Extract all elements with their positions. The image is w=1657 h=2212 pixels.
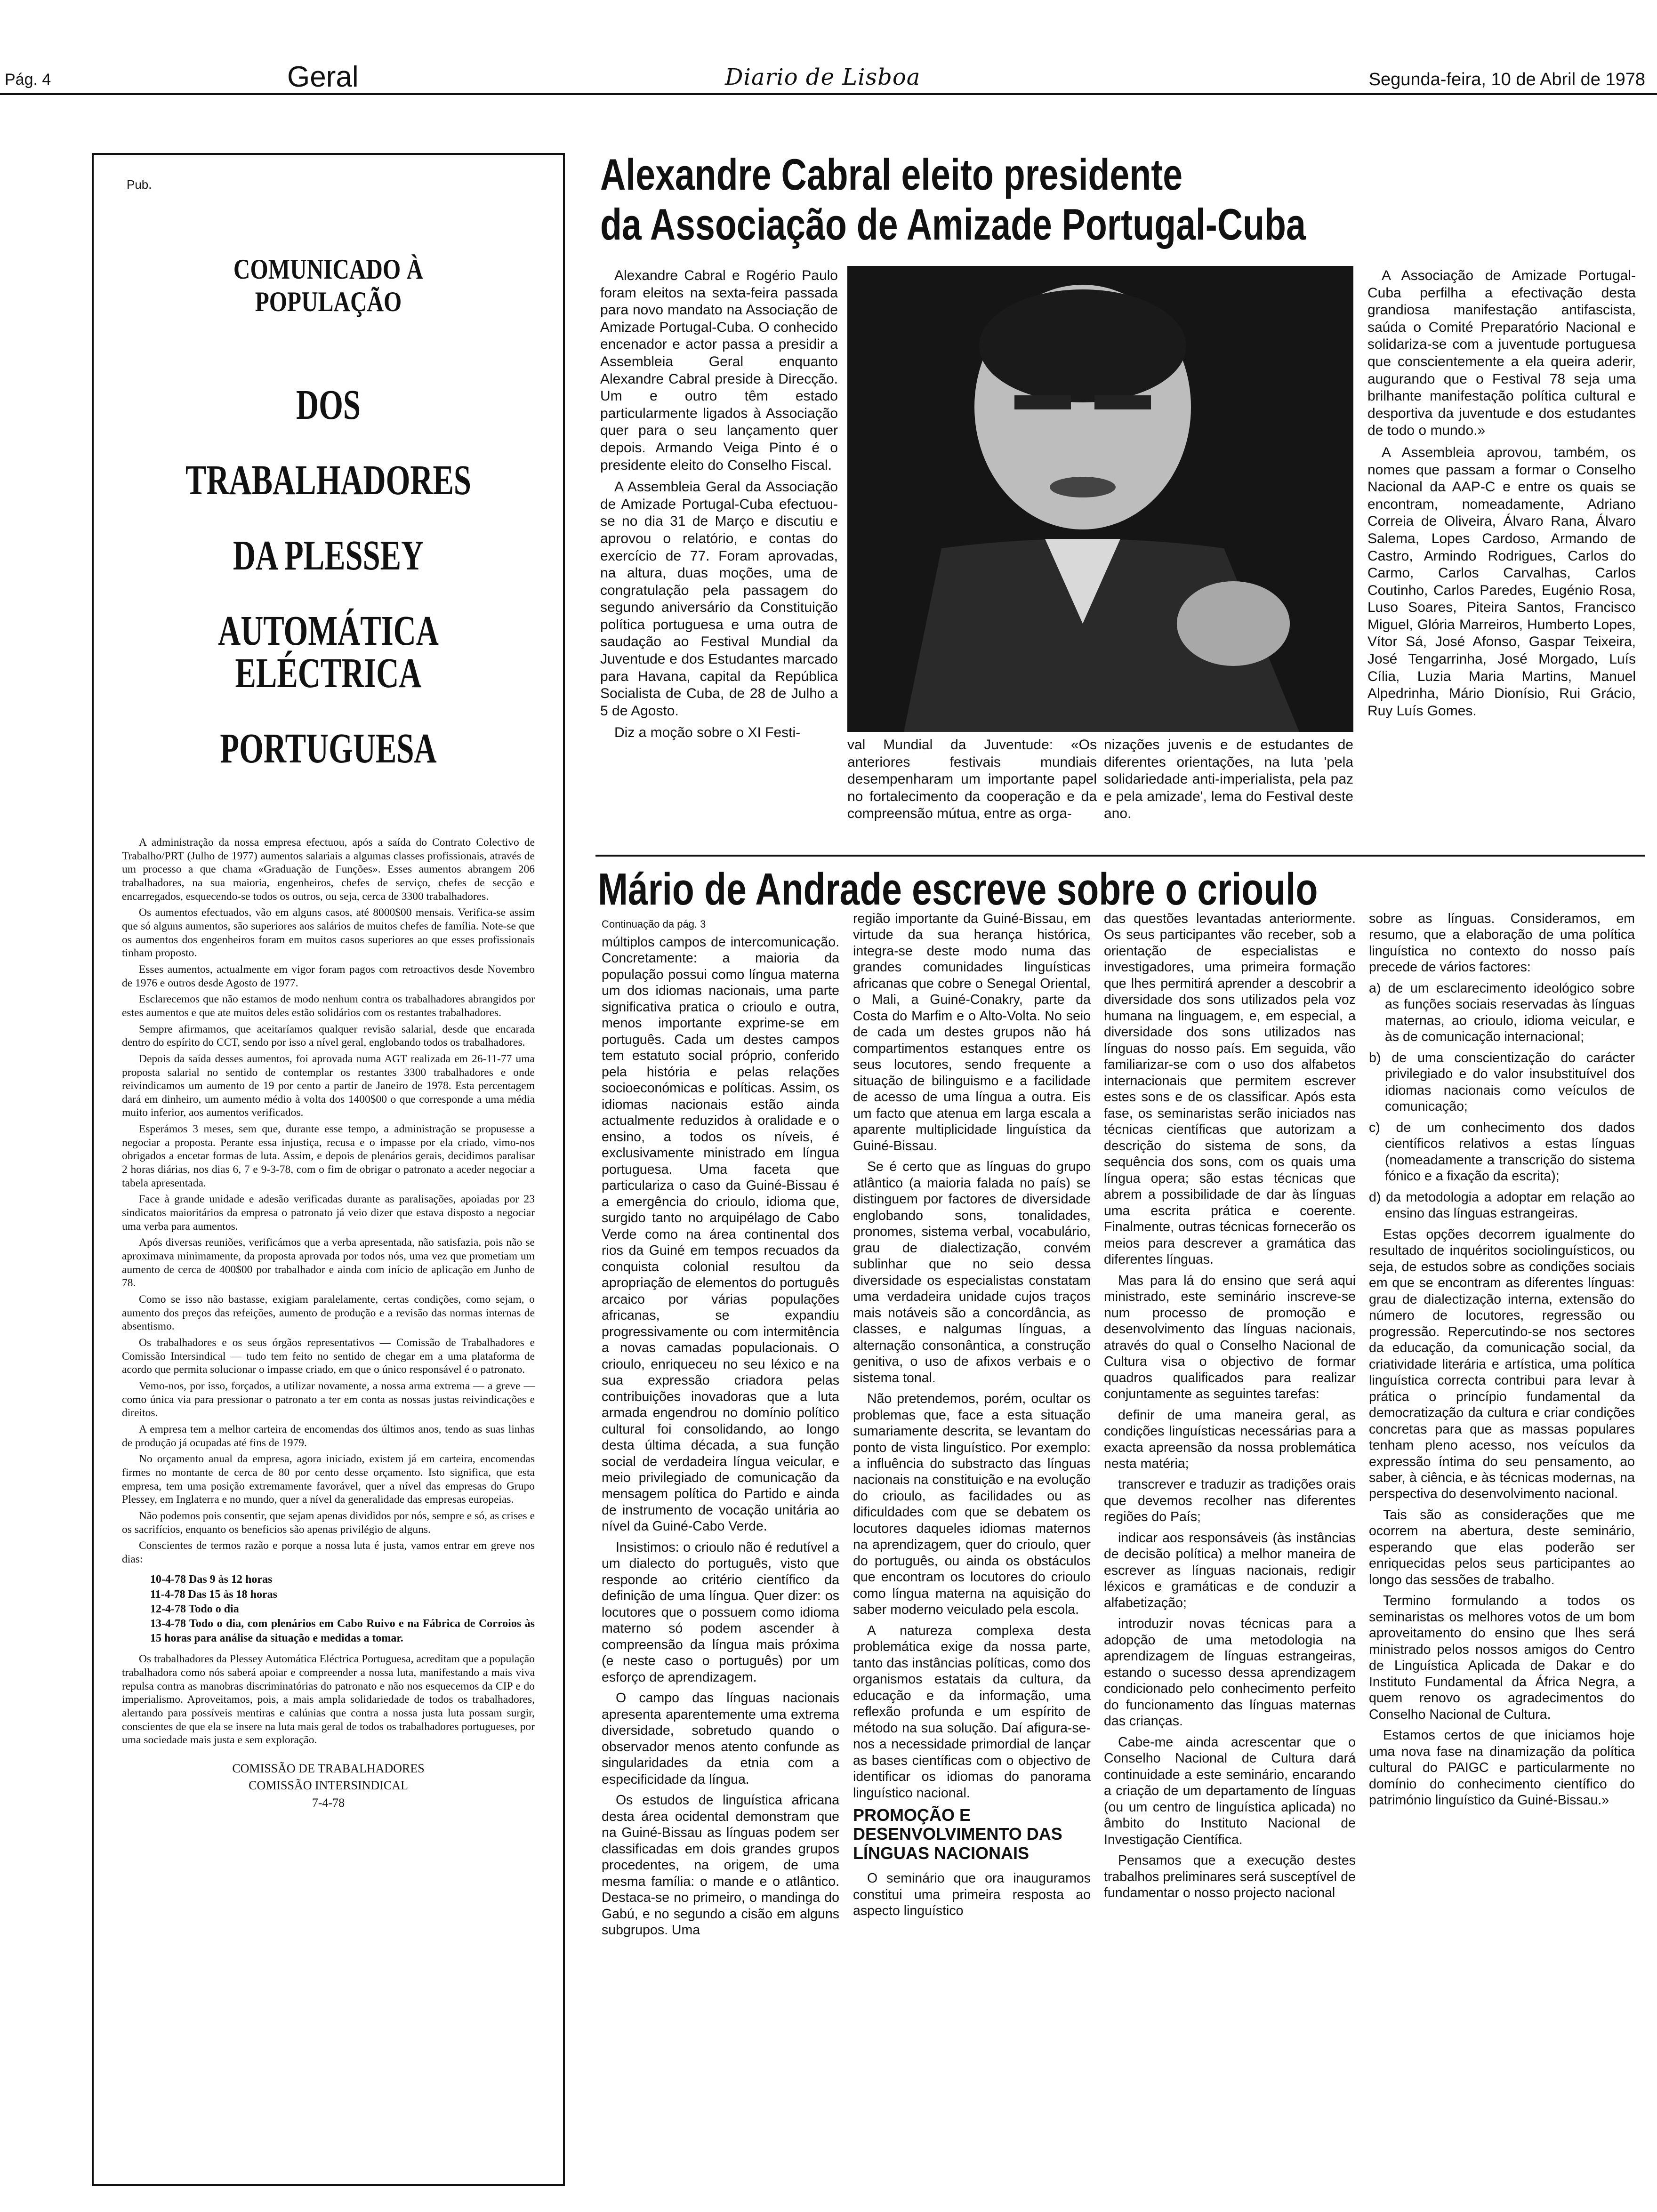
article2-col3	[1104, 911, 1356, 1901]
ad-paragraph: Vemo-nos, por isso, forçados, a utilizar novamente, a nossa arma extrema — a greve — como única via para pressionar o patronato a ter em conta as nossas justas reivindicações e direitos.	[122, 1379, 535, 1419]
ad-paragraph: Esses aumentos, actualmente em vigor foram pagos com retroactivos desde Novembro de 1976 e outros desde Agosto de 1977.	[122, 963, 535, 989]
factor-item: b) de uma conscientização do carácter privilegiado e do valor insubstituível dos idiomas nacionais como veículos de comunicação;	[1369, 1050, 1635, 1114]
ad-paragraph: No orçamento anual da empresa, agora iniciado, existem já em carteira, encomendas firmes no montante de cerca de 80 por cento desse orçamento. Isto significa, que esta empresa, tem uma posição extremamente favorável, quer a nível das empresas do Grupo Plessey, em Inglaterra e no mundo, quer a nível da generalidade das empresas europeias.	[122, 1453, 535, 1506]
article-paragraph: Estas opções decorrem igualmente do resultado de inquéritos sociolinguísticos, ou seja, de estudos sobre as condições sociais em que se encontram as diferentes línguas: grau de dialectização interna, extensão do número de locutores, regressão ou progressão. Repercutindo-se nos sectores da educação, da comunicação social, da criatividade literária e artística, uma política linguística correcta contribui para levar à prática o princípio fundamental da democratização da cultura e criar condições concretas para que as massas populares tenham pleno acesso, nos veículos da expressão íntima do seu pensamento, ao saber, à ciência, e às técnicas modernas, na perspectiva do desenvolvimento nacional.	[1369, 1226, 1635, 1502]
ad-paragraph: A empresa tem a melhor carteira de encomendas dos últimos anos, tendo as suas linhas de produção já ocupadas até fins de 1979.	[122, 1423, 535, 1449]
article-divider	[595, 855, 1645, 857]
ad-big-line: PORTUGUESA	[220, 725, 437, 772]
ad-body	[122, 836, 535, 1811]
section-name: Geral	[287, 61, 359, 93]
portrait-photo	[847, 266, 1353, 732]
factor-item: c) de um conhecimento dos dados científicos relativos a estas línguas (nomeadamente a transcrição do sistema fónico e a fixação da escrita);	[1369, 1120, 1635, 1184]
workers-communique-ad	[92, 153, 565, 2186]
article1-under-photo-left	[847, 737, 1097, 823]
ad-paragraph: Após diversas reuniões, verificámos que a verba apresentada, não satisfazia, pois não se aproximava minimamente, da proposta aprovada por todos nós, uma vez que prometiam um aumento de cerca de 400$00 por trabalhador e ainda com início de aplicação em Junho de 78.	[122, 1236, 535, 1290]
task-item: introduzir novas técnicas para a adopção de uma metodologia na aprendizagem de línguas estrangeiras, estando o sucesso dessa aprendizagem condicionado pelo conhecimento perfeito do funcionamento das línguas maternas das crianças.	[1104, 1616, 1356, 1729]
signatory: COMISSÃO INTERSINDICAL	[249, 1779, 408, 1793]
article-paragraph: Diz a moção sobre o XI Festi-	[614, 725, 801, 741]
ad-paragraph: Sempre afirmamos, que aceitaríamos qualquer revisão salarial, desde que encarada dentro do espírito do CCT, sendo por isso a nível geral, englobando todos os trabalhadores.	[122, 1023, 535, 1049]
article-paragraph: A Assembleia aprovou, também, os nomes que passam a formar o Conselho Nacional da AAP-C e entre os quais se encontram, nomeadamente, Adriano Correia de Oliveira, Álvaro Rana, Álvaro Salema, Lopes Cardoso, Armando de Castro, Armindo Rodrigues, Carlos do Carmo, Carlos Carvalhas, Carlos Coutinho, Carlos Paredes, Eugénio Rosa, Luso Soares, Piteira Santos, Francisco Miguel, Glória Marreiros, Humberto Lopes, Vítor Sá, José Afonso, Gaspar Teixeira, José Tengarrinha, José Morgado, Luís Cília, Luzia Maria Martins, Manuel Alpedrinha, Mário Dionísio, Rui Grácio, Ruy Luís Gomes.	[1367, 444, 1636, 719]
strike-day: 11-4-78 Das 15 às 18 horas	[150, 1588, 278, 1601]
article-paragraph: val Mundial da Juventude: «Os anteriores festivais mundiais desempenharam um importante papel no fortalecimento da cooperação e da compreensão mútua, entre as orga-	[847, 737, 1097, 822]
article-paragraph: Mas para lá do ensino que será aqui ministrado, este seminário inscreve-se num processo de promoção e desenvolvimento das línguas nacionais, através do qual o Conselho Nacional de Cultura visa o objectivo de formar quadros qualificados para realizar conjuntamente as seguintes tarefas:	[1104, 1273, 1356, 1402]
pub-label: Pub.	[127, 177, 152, 192]
article1-headline: Alexandre Cabral eleito presidente da Associação de Amizade Portugal-Cuba	[600, 150, 1306, 249]
article-paragraph: Termino formulando a todos os seminaristas os melhores votos de um bom aproveitamento do ensino que lhes será ministrado pelos nossos amigos do Centro de Linguística Aplicada de Dakar e do Instituto Fundamental da África Negra, a quem renovo os agradecimentos do Conselho Nacional de Cultura.	[1369, 1593, 1635, 1722]
strike-day: 13-4-78 Todo o dia, com plenários em Cabo Ruivo e na Fábrica de Corroios às 15 horas para análise da situação e medidas a tomar.	[150, 1618, 535, 1645]
ad-big-line: AUTOMÁTICA ELÉCTRICA	[218, 608, 439, 697]
strike-day: 12-4-78 Todo o dia	[150, 1603, 239, 1615]
article2-col4	[1369, 911, 1635, 1809]
ad-paragraph: Os aumentos efectuados, vão em alguns casos, até 8000$00 mensais. Verifica-se assim que só alguns aumentos, são superiores aos salários de muitos chefes de família. Note-se que os aumentos dos engenheiros foram em muitos casos superiores ao que esses profissionais tinham proposto.	[122, 906, 535, 960]
ad-signature	[122, 1760, 535, 1811]
strike-day: 10-4-78 Das 9 às 12 horas	[150, 1573, 273, 1586]
portrait-illustration	[847, 266, 1353, 732]
ad-paragraph: Depois da saída desses aumentos, foi aprovada numa AGT realizada em 26-11-77 uma proposta salarial no sentido de contemplar os restantes 3300 trabalhadores e onde reivindicamos um aumento de 19 por cento a partir de Janeiro de 1978. Esta percentagem dará em dinheiro, um aumento médio à volta dos 1400$00 o que corresponde a uma média muito inferior, aos aumentos verificados.	[122, 1052, 535, 1119]
article-paragraph: Alexandre Cabral e Rogério Paulo foram eleitos na sexta-feira passada para novo mandato na Associação de Amizade Portugal-Cuba. O conhecido encenador e actor passa a presidir a Assembleia Geral enquanto Alexandre Cabral preside à Direcção. Um e outro têm estado particularmente ligados à Associação quer para o seu lançamento quer depois. Armando Veiga Pinto é o presidente eleito do Conselho Fiscal.	[600, 268, 838, 473]
signature-date: 7-4-78	[312, 1795, 345, 1810]
issue-date: Segunda-feira, 10 de Abril de 1978	[1368, 70, 1645, 89]
ad-paragraph: Conscientes de termos razão e porque a nossa luta é justa, vamos entrar em greve nos dias:	[122, 1539, 535, 1565]
ad-paragraph: Como se isso não bastasse, exigiam paralelamente, certas condições, como sejam, o aumento dos preços das refeições, aumento de produção e a revisão das normas internas de absentismo.	[122, 1293, 535, 1333]
article-paragraph: O seminário que ora inauguramos constitui uma primeira resposta ao aspecto linguístico	[853, 1871, 1091, 1919]
ad-paragraph: A administração da nossa empresa efectuou, após a saída do Contrato Colectivo de Trabalho/PRT (Julho de 1977) aumentos salariais a algumas classes profissionais, através de um processo a que chama «Graduação de Funções». Esses aumentos abrangem 206 trabalhadores, na sua maioria, engenheiros, chefes de serviço, chefes de secção e encarregados, esquecendo-se todos os outros, ou seja, cerca de 3300 trabalhadores.	[122, 836, 535, 903]
article-paragraph: Tais são as considerações que me ocorrem na abertura, deste seminário, esperando que elas poderão ser enriquecidas pelos seus participantes ao longo das sessões de trabalho.	[1369, 1507, 1635, 1587]
ad-big-line: TRABALHADORES	[185, 457, 471, 504]
ad-paragraph: Não podemos pois consentir, que sejam apenas divididos por nós, sempre e só, as crises e os sacrifícios, enquanto os beneficios são apenas privilégio de alguns.	[122, 1509, 535, 1536]
ad-closing: Os trabalhadores da Plessey Automática Eléctrica Portuguesa, acreditam que a população trabalhadora como nós saberá apoiar e compreender a nossa luta, manifestando a mais viva repulsa contra as manobras discriminatórias do patronato e não nos esquecemos da CIP e do imperialismo. Aproveitamos, pois, a mais ampla solidariedade de todos os trabalhadores, alertando para possíveis mentiras e calúnias que contra a nossa justa luta possam surgir, conscientes de que ela se insere na luta mais geral de todos os trabalhadores portugueses, por uma sociedade mais justa e sem exploração.	[122, 1653, 535, 1747]
factor-item: a) de um esclarecimento ideológico sobre as funções sociais reservadas às línguas maternas, ao crioulo, idioma veicular, e às de comunicação internacional;	[1369, 980, 1635, 1045]
article-paragraph: Pensamos que a execução destes trabalhos preliminares será susceptível de fundamentar o nosso projecto nacional	[1104, 1853, 1356, 1901]
ad-paragraph: Face à grande unidade e adesão verificadas durante as paralisações, apoiadas por 23 sindicatos maioritários da empresa o patronato já veio dizer que estava disposto a negociar uma verba para aumentos.	[122, 1193, 535, 1233]
article-paragraph: múltiplos campos de intercomunicação. Concretamente: a maioria da população possui como língua materna um dos idiomas nacionais, uma parte significativa pratica o crioulo e outra, menos importante exprime-se em português. Cada um destes campos tem estatuto social próprio, conferido pela história e pelas relações socioeconómicas e políticas. Assim, os idiomas nacionais estão ainda actualmente reduzidos à oralidade e o ensino, a todos os níveis, é exclusivamente ministrado em língua portuguesa. Uma faceta que particulariza o caso da Guiné-Bissau é a emergência do crioulo, idioma que, surgido tanto no arquipélago de Cabo Verde como na área continental dos rios da Guiné em tempos recuados da conquista colonial resultou da apropriação de elementos do português arcaico por várias populações africanas, se expandiu progressivamente ou com intermitência a novas camadas populacionais. O crioulo, enriqueceu no seu léxico e na sua expressão criadora pelas contribuições inovadoras que a luta armada engendrou no domínio político cultural foi consolidando, ao longo desta última década, a sua função social de verdadeira língua veicular, e meio privilegiado de comunicação da mensagem política do Partido e ainda de instrumento de vocação unitária ao nível da Guiné-Cabo Verde.	[602, 935, 839, 1534]
signatory: COMISSÃO DE TRABALHADORES	[232, 1762, 425, 1775]
page-header	[0, 42, 1657, 94]
article-paragraph: Cabe-me ainda acrescentar que o Conselho Nacional de Cultura dará continuidade a este seminário, encarando a criação de um departamento de línguas (ou um centro de linguística aplicada) no âmbito do Instituto Nacional de Investigação Científica.	[1104, 1734, 1356, 1847]
article-paragraph: Insistimos: o crioulo não é redutível a um dialecto do português, visto que responde ao critério científico da definição de uma língua. Quer dizer: os locutores que o possuem como idioma materno só podem ascender à compreensão da língua mais próxima (e neste caso o português) por um esforço de aprendizagem.	[602, 1539, 839, 1685]
article-paragraph: sobre as línguas. Consideramos, em resumo, que a elaboração de uma política linguística no contexto do nosso país precede de vários factores:	[1369, 911, 1635, 975]
header-rule	[0, 93, 1657, 95]
ad-title: COMUNICADO À POPULAÇÃO	[233, 254, 424, 317]
page-number: Pág. 4	[5, 71, 51, 88]
article-paragraph: Estamos certos de que iniciamos hoje uma nova fase na dinamização da política cultural do PAIGC e particularmente no domínio do conhecimento científico do património linguístico da Guiné-Bissau.»	[1369, 1728, 1635, 1808]
ad-big-line: DA PLESSEY	[233, 532, 424, 579]
task-item: indicar aos responsáveis (às instâncias de decisão política) a melhor maneira de escrever as línguas nacionais, redigir léxicos e gramáticas e de conduzir a alfabetização;	[1104, 1530, 1356, 1611]
article2-col1	[602, 934, 839, 1939]
ad-paragraph: Esclarecemos que não estamos de modo nenhum contra os trabalhadores abrangidos por estes aumentos e que ate muitos deles estão solidários com os restantes trabalhadores.	[122, 993, 535, 1019]
article-paragraph: Se é certo que as línguas do grupo atlântico (a maioria falada no país) se distinguem por factores de diversidade englobando sons, tonalidades, pronomes, sistema verbal, vocabulário, grau de dialectização, convém sublinhar que no seio dessa diversidade os especialistas constatam uma verdadeira unidade cujos traços mais notáveis são a concordância, as classes, e nalgumas línguas, a alternação consonântica, a construção genitiva, o uso de afixos verbais e o sistema tonal.	[853, 1159, 1091, 1386]
article-paragraph: das questões levantadas anteriormente. Os seus participantes vão receber, sob a orientação de especialistas e investigadores, uma primeira formação que lhes permitirá aprender a descobrir a diversidade dos sons utilizados pela voz humana na linguagem, e, em especial, a diversidade dos sons utilizados nas línguas do nosso país. Em seguida, vão familiarizar-se com o uso dos alfabetos internacionais que permitem escrever estes sons e de os classificar. Após esta fase, os seminaristas serão iniciados nas técnicas científicas que autorizam a descrição do sistema de sons, da sequência dos sons, com os quais uma língua opera; são estas técnicas que abrem a possibilidade de dar às línguas uma escrita prática e coerente. Finalmente, outras técnicas fornecerão os meios para descrever a gramática das diferentes línguas.	[1104, 911, 1356, 1267]
task-item: transcrever e traduzir as tradições orais que devemos recolher nas diferentes regiões do País;	[1104, 1477, 1356, 1525]
article1-col1	[600, 267, 838, 742]
strike-days	[150, 1572, 535, 1646]
article-paragraph: Não pretendemos, porém, ocultar os problemas que, face a esta situação sumariamente descrita, se levantam do ponto de vista linguístico. Por exemplo: a influência do substracto das línguas nacionais na constituição e na evolução do crioulo, as facilidades ou as dificuldades com que se debatem os locutores daqueles idiomas maternos na aprendizagem, quer do crioulo, quer do português, ou ainda os obstáculos que encontram os locutores do crioulo como língua materna na aquisição do saber moderno veiculado pela escola.	[853, 1391, 1091, 1618]
article-paragraph: O campo das línguas nacionais apresenta aparentemente uma extrema diversidade, sobretudo quando o observador menos atento confunde as singularidades da etnia com a especificidade da língua.	[602, 1691, 839, 1787]
article1-under-photo-right	[1104, 737, 1353, 823]
article-paragraph: A Associação de Amizade Portugal-Cuba perfilha a efectivação desta grandiosa manifestação antifascista, saúda o Comité Preparatório Nacional e solidariza-se com a juventude portuguesa que conscientemente a ela queira aderir, augurando que o Festival 78 seja uma brilhante manifestação política cultural e desportiva da juventude e dos estudantes de todo o mundo.»	[1367, 268, 1636, 439]
continuation-note: Continuação da pág. 3	[602, 918, 706, 930]
article-paragraph: Os estudos de linguística africana desta área ocidental demonstram que na Guiné-Bissau as línguas podem ser classificadas em dois grandes grupos procedentes, na origem, de uma mesma família: o mande e o atlântico. Destaca-se no primeiro, o mandinga do Gabú, e no segundo a cisão em alguns subgrupos. Uma	[602, 1793, 839, 1938]
article-paragraph: nizações juvenis e de estudantes de diferentes orientações, na luta 'pela solidariedade anti-imperialista, pela paz e pela amizade', lema do Festival deste ano.	[1104, 737, 1353, 822]
article2-col2	[853, 911, 1091, 1919]
article1-col3	[1367, 267, 1636, 720]
ad-paragraph: Os trabalhadores e os seus órgãos representativos — Comissão de Trabalhadores e Comissão Intersindical — tudo tem feito no sentido de chegar em a uma plataforma de acordo que permita solucionar o impasse criado, em que o único responsável é o patronato.	[122, 1336, 535, 1376]
article-paragraph: região importante da Guiné-Bissau, em virtude da sua herança histórica, integra-se deste modo numa das grandes comunidades linguísticas africanas que cobre o Senegal Oriental, o Mali, a Guiné-Conakry, parte da Costa do Marfim e o Alto-Volta. No seio de cada um destes grupos não há compartimentos estanques entre os seus locutores, sendo frequente a situação de bilinguismo e a facilidade de acesso de uma língua a outra. Eis um facto que atenua em larga escala a aparente multiplicidade linguística da Guiné-Bissau.	[853, 911, 1091, 1154]
masthead: Diario de Lisboa	[725, 64, 921, 90]
article-paragraph: A Assembleia Geral da Associação de Amizade Portugal-Cuba efectuou-se no dia 31 de Março e discutiu e aprovou o relatório, e contas do exercício de 77. Foram aprovadas, na altura, duas moções, uma de congratulação pela passagem do segundo aniversário da Constituição política portuguesa e uma outra de saudação ao Festival Mundial da Juventude e dos Estudantes marcado para Havana, capital da República Socialista de Cuba, de 28 de Julho a 5 de Agosto.	[600, 479, 838, 719]
ad-big-line: DOS	[296, 382, 361, 428]
task-item: definir de uma maneira geral, as condições linguísticas necessárias para a exacta apreensão da nossa problemática nesta matéria;	[1104, 1407, 1356, 1471]
article-paragraph: A natureza complexa desta problemática exige da nossa parte, tanto das instâncias políticas, como dos organismos estatais da cultura, da educação e da informação, uma reflexão profunda e um espírito de método na sua solução. Daí afigura-se-nos a necessidade primordial de lançar as bases científicas com o objectivo de identificar os idiomas do panorama linguístico nacional.	[853, 1623, 1091, 1801]
ad-paragraph: Esperámos 3 meses, sem que, durante esse tempo, a administração se propusesse a negociar a proposta. Perante essa injustiça, recusa e o impasse por ela criado, vimo-nos obrigados a encetar formas de luta. Assim, e depois de plenários gerais, decidimos paralisar 2 horas diárias, nos dias 6, 7 e 9-3-78, com o fim de obrigar o patronato a aceder negociar a tabela apresentada.	[122, 1123, 535, 1189]
factor-item: d) da metodologia a adoptar em relação ao ensino das línguas estrangeiras.	[1369, 1189, 1635, 1221]
section-subheading: PROMOÇÃO E DESENVOLVIMENTO DAS LÍNGUAS NACIONAIS	[853, 1805, 1062, 1863]
article2-headline: Mário de Andrade escreve sobre o crioulo	[598, 864, 1318, 914]
